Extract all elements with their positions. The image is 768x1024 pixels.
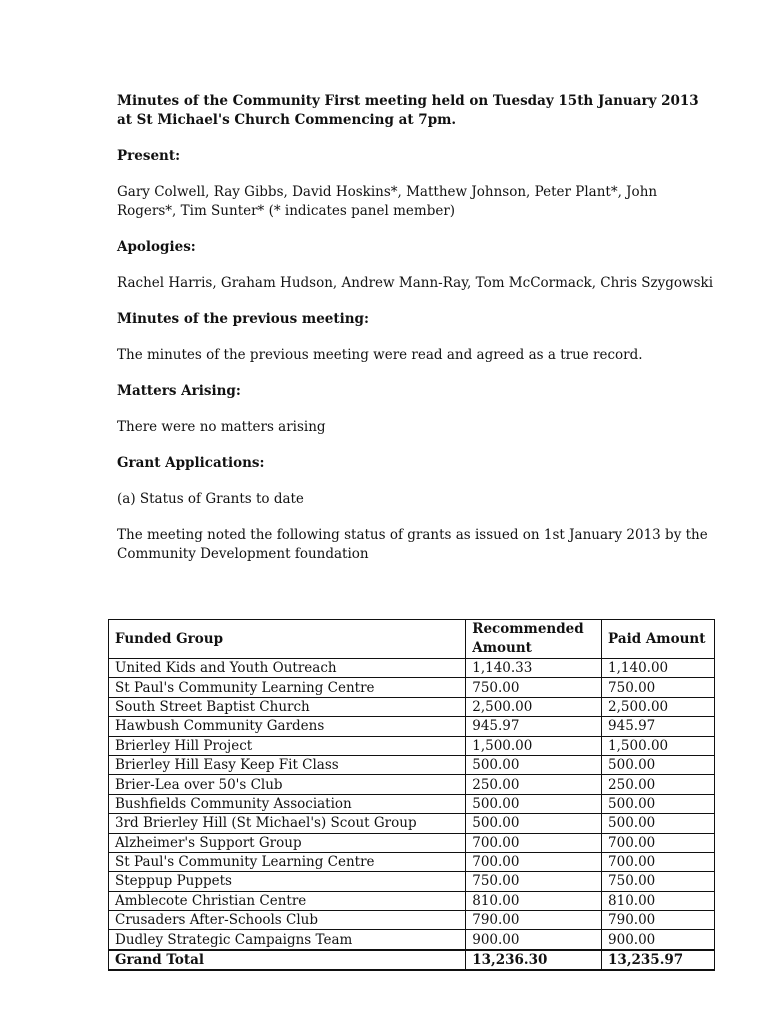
- table-row: [109, 872, 715, 891]
- cell-paid-amount: 500.00: [602, 755, 715, 774]
- table-row: [109, 697, 715, 716]
- table-row: [109, 852, 715, 871]
- cell-recommended-amount: 945.97: [466, 717, 602, 736]
- table-row: [109, 911, 715, 930]
- cell-funded-group: Brierley Hill Easy Keep Fit Class: [109, 755, 466, 774]
- cell-funded-group: South Street Baptist Church: [109, 697, 466, 716]
- cell-paid-amount: 700.00: [602, 833, 715, 852]
- grants-status-subheading: (a) Status of Grants to date: [117, 491, 304, 507]
- previous-minutes-heading: Minutes of the previous meeting:: [117, 311, 369, 327]
- cell-paid-amount: 500.00: [602, 814, 715, 833]
- cell-funded-group: Dudley Strategic Campaigns Team: [109, 930, 466, 950]
- grant-applications-heading: Grant Applications:: [117, 455, 265, 471]
- cell-funded-group: Hawbush Community Gardens: [109, 717, 466, 736]
- grand-total-recommended: 13,236.30: [466, 950, 602, 970]
- table-row: [109, 775, 715, 794]
- cell-funded-group: Bushfields Community Association: [109, 794, 466, 813]
- present-heading: Present:: [117, 148, 181, 164]
- table-row: [109, 891, 715, 910]
- apologies-heading: Apologies:: [117, 239, 196, 255]
- cell-recommended-amount: 700.00: [466, 833, 602, 852]
- table-header-row: [109, 620, 715, 659]
- cell-funded-group: St Paul's Community Learning Centre: [109, 852, 466, 871]
- cell-paid-amount: 900.00: [602, 930, 715, 950]
- cell-recommended-amount: 810.00: [466, 891, 602, 910]
- grand-total-row: [109, 950, 715, 970]
- cell-recommended-amount: 250.00: [466, 775, 602, 794]
- cell-funded-group: United Kids and Youth Outreach: [109, 659, 466, 678]
- cell-funded-group: Steppup Puppets: [109, 872, 466, 891]
- cell-paid-amount: 1,500.00: [602, 736, 715, 755]
- cell-funded-group: 3rd Brierley Hill (St Michael's) Scout Group: [109, 814, 466, 833]
- table-row: [109, 659, 715, 678]
- previous-minutes-text: The minutes of the previous meeting were read and agreed as a true record.: [117, 347, 643, 363]
- grants-table-body: [109, 659, 715, 950]
- cell-paid-amount: 250.00: [602, 775, 715, 794]
- table-row: [109, 736, 715, 755]
- cell-paid-amount: 500.00: [602, 794, 715, 813]
- apologies-list: Rachel Harris, Graham Hudson, Andrew Mann-Ray, Tom McCormack, Chris Szygowski: [117, 275, 714, 291]
- cell-funded-group: Alzheimer's Support Group: [109, 833, 466, 852]
- cell-funded-group: Amblecote Christian Centre: [109, 891, 466, 910]
- table-row: [109, 814, 715, 833]
- matters-arising-text: There were no matters arising: [117, 419, 326, 435]
- present-list: Gary Colwell, Ray Gibbs, David Hoskins*, Matthew Johnson, Peter Plant*, John Rogers*, Tim Sunter* (* indicates panel member): [117, 184, 658, 219]
- cell-recommended-amount: 1,140.33: [466, 659, 602, 678]
- cell-paid-amount: 700.00: [602, 852, 715, 871]
- header-paid-amount: Paid Amount: [602, 620, 715, 659]
- grand-total-paid: 13,235.97: [602, 950, 715, 970]
- cell-paid-amount: 810.00: [602, 891, 715, 910]
- table-row: [109, 833, 715, 852]
- table-row: [109, 755, 715, 774]
- table-row: [109, 717, 715, 736]
- header-funded-group: Funded Group: [109, 620, 466, 659]
- cell-recommended-amount: 790.00: [466, 911, 602, 930]
- cell-recommended-amount: 500.00: [466, 755, 602, 774]
- cell-paid-amount: 750.00: [602, 872, 715, 891]
- table-row: [109, 930, 715, 950]
- cell-recommended-amount: 1,500.00: [466, 736, 602, 755]
- grants-table: [108, 619, 715, 971]
- header-recommended-amount: Recommended Amount: [466, 620, 602, 659]
- table-row: [109, 678, 715, 697]
- cell-recommended-amount: 750.00: [466, 872, 602, 891]
- cell-paid-amount: 945.97: [602, 717, 715, 736]
- cell-recommended-amount: 500.00: [466, 814, 602, 833]
- grants-status-text: The meeting noted the following status of grants as issued on 1st January 2013 by the Community Development foundation: [117, 527, 708, 562]
- cell-recommended-amount: 900.00: [466, 930, 602, 950]
- meeting-title: Minutes of the Community First meeting held on Tuesday 15th January 2013 at St Michael's Church Commencing at 7pm.: [117, 93, 699, 128]
- cell-paid-amount: 1,140.00: [602, 659, 715, 678]
- matters-arising-heading: Matters Arising:: [117, 383, 241, 399]
- cell-funded-group: Brier-Lea over 50's Club: [109, 775, 466, 794]
- cell-recommended-amount: 2,500.00: [466, 697, 602, 716]
- table-row: [109, 794, 715, 813]
- cell-recommended-amount: 700.00: [466, 852, 602, 871]
- cell-recommended-amount: 500.00: [466, 794, 602, 813]
- cell-paid-amount: 2,500.00: [602, 697, 715, 716]
- cell-paid-amount: 790.00: [602, 911, 715, 930]
- cell-paid-amount: 750.00: [602, 678, 715, 697]
- document-page: [117, 92, 717, 564]
- cell-funded-group: Brierley Hill Project: [109, 736, 466, 755]
- grand-total-label: Grand Total: [109, 950, 466, 970]
- cell-funded-group: Crusaders After-Schools Club: [109, 911, 466, 930]
- cell-funded-group: St Paul's Community Learning Centre: [109, 678, 466, 697]
- cell-recommended-amount: 750.00: [466, 678, 602, 697]
